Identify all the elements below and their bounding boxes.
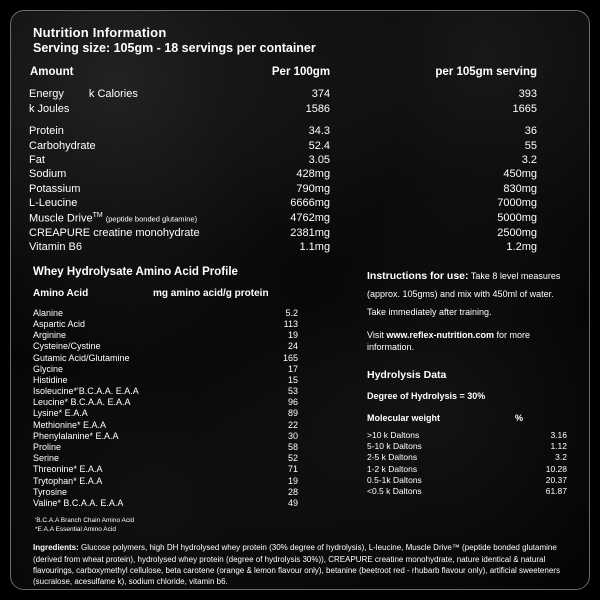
mw-percent: 3.2 — [555, 452, 567, 463]
nutrient-name: Potassium — [29, 182, 81, 195]
column-header-amount: Amount — [30, 66, 74, 78]
amino-name: Methionine* E.A.A — [33, 419, 107, 430]
amino-value: 49 — [287, 497, 298, 508]
nutrient-per-serving: 3.2 — [521, 154, 537, 167]
nutrient-per-100gm: 4762mg — [290, 211, 331, 224]
amino-value: 24 — [287, 341, 298, 352]
nutrient-name: Fat — [29, 154, 45, 167]
molecular-weight-label: Molecular weight — [367, 413, 441, 424]
table-row — [33, 385, 298, 396]
nutrient-per-serving: 55 — [524, 139, 537, 152]
nutrient-per-100gm: 428mg — [296, 168, 331, 181]
table-row — [33, 497, 298, 508]
nutrient-per-serving: 450mg — [503, 168, 537, 181]
nutrient-per-serving: 5000mg — [497, 211, 537, 224]
ingredients-label: Ingredients: — [33, 543, 79, 553]
amino-value: 165 — [282, 352, 298, 363]
nutrient-per-serving: 1665 — [512, 102, 537, 115]
amino-name: Threonine* E.A.A — [33, 464, 103, 475]
amino-value: 22 — [287, 419, 298, 430]
lower-section — [29, 266, 571, 534]
amino-value: 96 — [287, 397, 298, 408]
amino-name: Isoleucine*'B.C.A.A. E.A.A — [33, 386, 139, 397]
amino-name: Lysine* E.A.A — [33, 408, 88, 419]
table-row — [29, 124, 571, 138]
nutrient-per-100gm: 34.3 — [308, 125, 331, 138]
table-row — [33, 397, 298, 408]
mw-range: >10 k Daltons — [367, 430, 420, 441]
table-row — [33, 374, 298, 385]
amino-value: 71 — [287, 464, 298, 475]
table-row — [29, 153, 571, 167]
table-row — [367, 463, 567, 474]
column-header-per-100gm: Per 100gm — [271, 66, 331, 78]
table-row — [367, 452, 567, 463]
amino-name: Phenylalanine* E.A.A — [33, 430, 119, 441]
amino-name: Arginine — [33, 330, 67, 341]
nutrient-per-serving: 393 — [518, 88, 537, 101]
amino-acid-title: Whey Hydrolysate Amino Acid Profile — [33, 266, 238, 279]
mw-range: <0.5 k Daltons — [367, 485, 422, 496]
instructions-block — [367, 266, 571, 320]
amino-value: 5.2 — [285, 307, 298, 318]
mw-percent: 1.12 — [550, 441, 567, 452]
visit-prefix: Visit — [367, 330, 387, 341]
amino-name: Glycine — [33, 363, 64, 374]
table-row — [33, 464, 298, 475]
nutrient-name: Sodium — [29, 168, 67, 181]
column-header-per-serving: per 105gm serving — [435, 66, 537, 78]
table-row — [33, 453, 298, 464]
table-row — [29, 167, 571, 181]
table-row — [29, 87, 571, 101]
amino-acid-table — [33, 307, 298, 508]
molecular-weight-header — [367, 413, 571, 423]
amino-acid-col-header: Amino Acid — [33, 288, 89, 300]
nutrient-per-100gm: 1586 — [305, 102, 331, 115]
mw-range: 2-5 k Daltons — [367, 452, 418, 463]
table-row — [33, 419, 298, 430]
nutrient-name: Protein — [29, 125, 64, 138]
amino-name: Histidine — [33, 374, 68, 385]
table-row — [367, 429, 567, 440]
nutrition-label-panel — [10, 10, 590, 590]
nutrient-name: CREAPURE creatine monohydrate — [29, 226, 200, 239]
table-header-row — [29, 65, 571, 87]
page-title: Nutrition Information — [33, 25, 167, 40]
table-row — [33, 352, 298, 363]
amino-name: Proline — [33, 442, 62, 452]
table-row — [29, 101, 571, 115]
table-row — [29, 210, 571, 225]
nutrient-name: Vitamin B6 — [29, 240, 82, 253]
nutrient-name: Energy k Calories — [29, 88, 138, 101]
amino-name: Gutamic Acid/Glutamine — [33, 352, 130, 363]
nutrient-per-serving: 2500mg — [497, 226, 537, 239]
visit-line — [367, 329, 571, 353]
nutrient-per-100gm: 1.1mg — [299, 240, 331, 253]
instructions-title: Instructions for use: — [367, 270, 469, 283]
table-row — [33, 486, 298, 497]
table-row — [33, 363, 298, 374]
table-row — [33, 441, 298, 452]
table-row — [33, 430, 298, 441]
amino-value: 28 — [287, 486, 298, 497]
amino-value: 58 — [287, 442, 298, 452]
nutrient-name: Carbohydrate — [29, 139, 96, 152]
nutrient-name: k Joules — [29, 102, 70, 115]
nutrition-table — [29, 65, 571, 254]
nutrient-per-serving: 1.2mg — [506, 240, 537, 253]
amino-name: Alanine — [33, 307, 64, 318]
mw-percent: 3.16 — [550, 430, 567, 441]
molecular-weight-table — [367, 429, 567, 496]
nutrient-name: Muscle Drive™ (peptide bonded glutamine) — [29, 211, 198, 225]
table-row — [29, 225, 571, 239]
amino-name: Tyrosine — [33, 486, 68, 497]
table-row — [33, 408, 298, 419]
mw-range: 1-2 k Daltons — [367, 463, 418, 474]
nutrient-per-100gm: 6666mg — [290, 197, 331, 210]
nutrient-per-100gm: 790mg — [296, 182, 331, 195]
percent-label: % — [515, 413, 524, 424]
amino-acid-section — [29, 266, 353, 534]
amino-value: 30 — [287, 430, 298, 441]
nutrient-per-serving: 7000mg — [497, 197, 537, 210]
table-row — [29, 240, 571, 254]
amino-value: 17 — [287, 363, 298, 374]
amino-value: 113 — [283, 318, 298, 329]
nutrient-per-100gm: 3.05 — [308, 154, 331, 167]
amino-value: 15 — [287, 374, 298, 385]
table-row — [367, 485, 567, 496]
nutrient-per-serving: 830mg — [503, 182, 537, 195]
table-row — [367, 474, 567, 485]
mw-percent: 10.28 — [545, 463, 567, 474]
website-link[interactable]: www.reflex-nutrition.com — [386, 330, 495, 341]
instructions-and-hydrolysis-section — [353, 266, 571, 534]
amino-name: Aspartic Acid — [33, 318, 86, 329]
table-row — [33, 330, 298, 341]
amino-name: Leucine* B.C.A.A. E.A.A — [33, 397, 131, 408]
degree-of-hydrolysis: Degree of Hydrolysis = 30% — [367, 391, 486, 402]
amino-value: 19 — [287, 475, 298, 486]
amino-name: Valine* B.C.A.A. E.A.A — [33, 497, 124, 508]
visit-suffix: for more information. — [367, 330, 531, 353]
amino-acid-header — [33, 288, 353, 299]
hydrolysis-title: Hydrolysis Data — [367, 369, 447, 382]
amino-footnote-bcaa: 'B.C.A.A Branch Chain Amino Acid — [35, 516, 135, 524]
mw-range: 0.5-1k Daltons — [367, 474, 422, 485]
amino-footnote-eaa: *E.A.A Essential Amino Acid — [35, 525, 116, 533]
mw-percent: 20.37 — [545, 474, 567, 485]
amino-acid-unit-header: mg amino acid/g protein — [153, 288, 269, 300]
amino-name: Serine — [33, 453, 60, 464]
amino-value: 52 — [287, 453, 298, 464]
ingredients-text: Glucose polymers, high DH hydrolysed whey protein (30% degree of hydrolysis), L-leucine, Muscle Drive™ (peptide bonded glutamine (derived from wheat protein), hydrolysed whey protein (degree of hydrolysis 30%)), CREAPURE creatine monohydrate, nature identical & natural flavourings, carboxymethyl cellulose, beta carotene (orange & lemon flavour only), betanine (beetroot red - rhubarb flavour only), artificial sweeteners (sucralose, acesulfame k), sodium chloride, vitamin b6. — [33, 543, 560, 587]
amino-value: 89 — [287, 408, 298, 419]
nutrient-per-100gm: 52.4 — [308, 139, 331, 152]
ingredients-block — [29, 542, 571, 587]
amino-value: 53 — [287, 386, 298, 397]
amino-name: Cysteine/Cystine — [33, 341, 101, 352]
table-row — [29, 196, 571, 210]
table-row — [33, 475, 298, 486]
instructions-body: Take 8 level measures (approx. 105gms) and mix with 450ml of water. Take immediately after training. — [367, 271, 561, 318]
table-row — [33, 341, 298, 352]
nutrient-per-serving: 36 — [524, 125, 537, 138]
table-row — [29, 139, 571, 153]
nutrient-per-100gm: 374 — [311, 88, 331, 101]
table-row — [33, 318, 298, 329]
amino-name: Trytophan* E.A.A — [33, 475, 103, 486]
amino-value: 19 — [287, 330, 298, 341]
mw-percent: 61.87 — [545, 485, 567, 496]
table-row — [33, 307, 298, 318]
serving-size-text: Serving size: 105gm - 18 servings per container — [33, 41, 316, 55]
table-row — [29, 182, 571, 196]
mw-range: 5-10 k Daltons — [367, 441, 422, 452]
nutrient-name: L-Leucine — [29, 197, 78, 210]
nutrient-per-100gm: 2381mg — [290, 226, 331, 239]
spacer-row — [29, 116, 571, 124]
table-row — [367, 441, 567, 452]
